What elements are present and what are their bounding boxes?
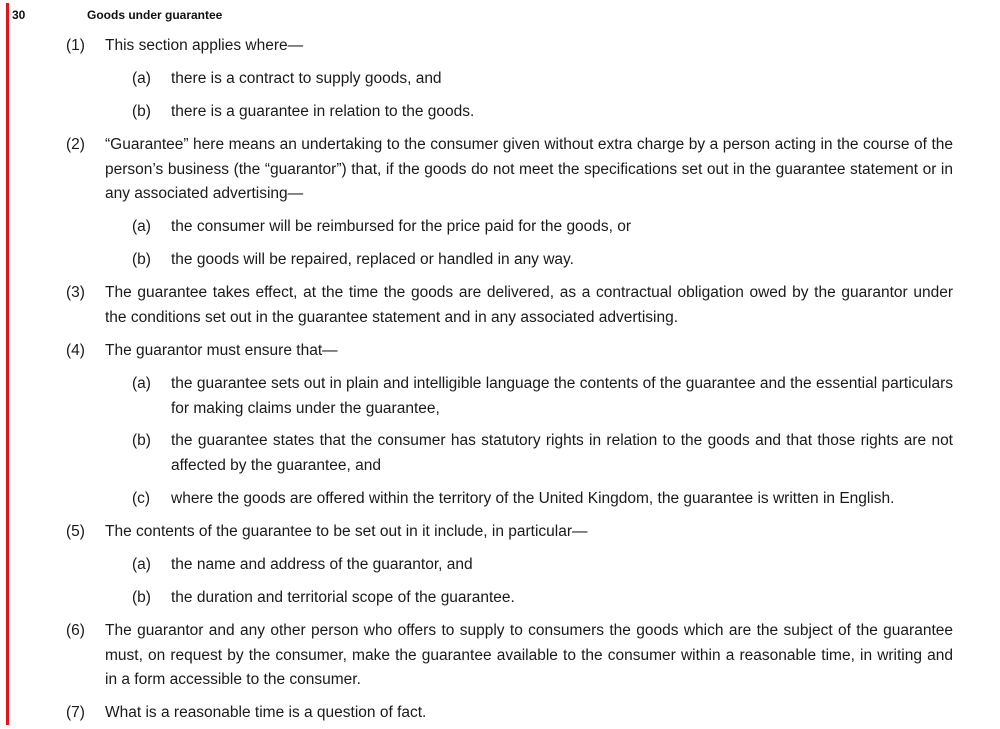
item-number: (c) (132, 490, 151, 507)
paragraph-2-item-a (132, 215, 953, 240)
item-number: (a) (132, 218, 151, 235)
item-number: (b) (132, 432, 151, 449)
paragraph-7 (66, 701, 953, 726)
section-title: Goods under guarantee (87, 8, 223, 22)
item-number: (b) (132, 103, 151, 120)
item-number: (a) (132, 375, 151, 392)
paragraph-number: (7) (66, 704, 85, 721)
paragraph-text: The guarantor and any other person who offers to supply to consumers the goods which are the subject of the guarantee must, on request by the consumer, make the guarantee available to the consumer within a reasonable time, in writing and in a form accessible to the consumer. (105, 622, 953, 689)
paragraph-2 (66, 133, 953, 207)
paragraph-5-item-b (132, 586, 953, 611)
paragraph-text: This section applies where— (105, 37, 304, 54)
item-text: the duration and territorial scope of the guarantee. (171, 589, 515, 606)
paragraph-text: The contents of the guarantee to be set out in it include, in particular— (105, 523, 588, 540)
paragraph-number: (5) (66, 523, 85, 540)
item-text: the consumer will be reimbursed for the price paid for the goods, or (171, 218, 632, 235)
paragraph-4-item-c (132, 487, 953, 512)
paragraph-5-item-a (132, 553, 953, 578)
item-number: (b) (132, 589, 151, 606)
item-text: the name and address of the guarantor, and (171, 556, 473, 573)
margin-change-bar (6, 3, 9, 725)
paragraph-4-item-b (132, 429, 953, 478)
paragraph-3 (66, 281, 953, 330)
paragraph-number: (6) (66, 622, 85, 639)
item-text: there is a guarantee in relation to the goods. (171, 103, 475, 120)
paragraph-text: The guarantor must ensure that— (105, 342, 338, 359)
paragraph-number: (3) (66, 284, 85, 301)
section-number: 30 (12, 8, 26, 22)
item-text: the guarantee sets out in plain and intelligible language the contents of the guarantee and the essential particulars for making claims under the guarantee, (171, 375, 953, 417)
paragraph-6 (66, 619, 953, 693)
paragraph-number: (1) (66, 37, 85, 54)
item-text: the guarantee states that the consumer has statutory rights in relation to the goods and that those rights are not affected by the guarantee, and (171, 432, 953, 474)
paragraph-2-item-b (132, 248, 953, 273)
item-text: where the goods are offered within the territory of the United Kingdom, the guarantee is written in English. (171, 490, 895, 507)
paragraph-1-item-b (132, 100, 953, 125)
item-number: (a) (132, 70, 151, 87)
paragraph-5 (66, 520, 953, 545)
item-number: (b) (132, 251, 151, 268)
paragraph-text: What is a reasonable time is a question of fact. (105, 704, 427, 721)
paragraph-number: (4) (66, 342, 85, 359)
paragraph-4-item-a (132, 372, 953, 421)
paragraph-1 (66, 34, 953, 59)
item-text: there is a contract to supply goods, and (171, 70, 442, 87)
item-text: the goods will be repaired, replaced or handled in any way. (171, 251, 574, 268)
paragraph-1-item-a (132, 67, 953, 92)
item-number: (a) (132, 556, 151, 573)
paragraph-text: The guarantee takes effect, at the time the goods are delivered, as a contractual obligation owed by the guarantor under the conditions set out in the guarantee statement and in any associated advertising. (105, 284, 953, 326)
paragraph-4 (66, 339, 953, 364)
paragraph-text: “Guarantee” here means an undertaking to the consumer given without extra charge by a person acting in the course of the person’s business (the “guarantor”) that, if the goods do not meet the specifications set out in the guarantee statement or in any associated advertising— (105, 136, 953, 203)
paragraph-number: (2) (66, 136, 85, 153)
